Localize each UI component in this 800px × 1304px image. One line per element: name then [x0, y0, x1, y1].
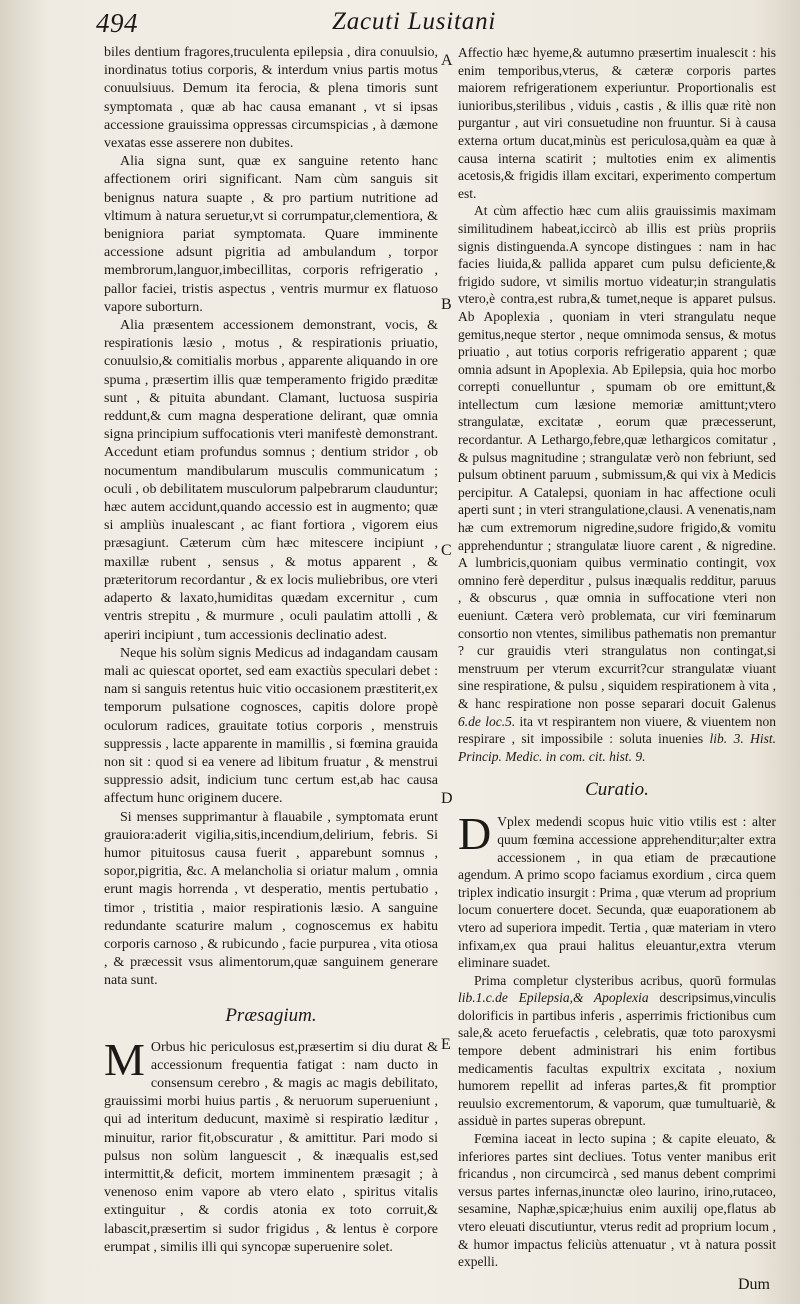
paragraph: Fœmina iaceat in lecto supina ; & capite eleuato, & inferiores partes sint decliues. Totus venter manibus erit fricandus , non circumcircà , sed manus debent comprimi versus partes infernas,inunctæ oleo laurino, irino,rutaceo, sesamine, Naphæ,spicæ;huius enim auxilij ope,flatus ab vtero eleuati discutiuntur, vterus redit ad proprium locum , & humor impactus feliciùs attenuatur , vt à natura possit expelli.	[458, 1131, 776, 1270]
margin-letter: A	[441, 52, 453, 69]
margin-letter: D	[441, 790, 453, 807]
section-heading-praesagium: Præsagium.	[225, 1004, 317, 1026]
right-column	[458, 44, 776, 1271]
left-column	[104, 44, 438, 1257]
page-number: 494	[96, 8, 138, 38]
margin-letter: E	[441, 1036, 451, 1053]
margin-letter: C	[441, 542, 452, 559]
catchword: Dum	[738, 1276, 770, 1293]
paragraph-text: Vplex medendi scopus huic vitio vtilis est : alter quum fœmina accessione apprehenditur;alter extra accessionem , in qua etiam de præcautione agendum. A primo scopo faciamus exordium , circa quem triplex indicatio insurgit : Prima , quæ vterum ad proprium locum conuertere docet. Secunda, quæ euaporationem ab vtero ad superiora impedit. Tertia , quæ materiam in vtero infixam,ex qua praui halitus eleuantur,extra vterum eliminare suadet.	[458, 814, 776, 971]
paragraph	[104, 1033, 438, 1257]
paragraph: Neque his solùm signis Medicus ad indagandam causam mali ac quiescat oportet, sed eam exactiùs speculari debet : nam si sanguis retentus huic vitio occasionem præstiterit,ex temporum pulsatione cognosces, capitis dolore propè oculorum radices, grauitate totius corporis , menstruis suppressis , lacte apparente in mamillis , si fœmina grauida non sit : quod si ea venere ad libitum fruatur , & menstrui suppressio adsit, indicium tunc certum est,ab hac causa affectum hunc originem ducere.	[104, 645, 438, 807]
paragraph: Affectio hæc hyeme,& autumno præsertim inualescit : his enim temporibus,vterus, & cæteræ corporis partes maiorem refrigerationem experiuntur. Proportionalis est iunioribus,sterilibus , viduis , castis , & illis quæ ritè non purgantur , aut viri consuetudine non fruuntur. Si à causa externa ortum ducat,minùs est periculosa,quàm ea quæ à causa interna scatirit ; multoties enim ex alimentis acetosis,& frigidis illam excitari, experimento compertum est.	[458, 45, 776, 201]
paragraph-text: Orbus hic periculosus est,præsertim si diu durat & accessionum frequentia fatigat : nam ducto in consensum cerebro , & magis ac magis debilitato, grauissimi morbi huius partis , & neruorum superueniunt , qui ad interitum deducunt, maximè si respiratio læditur , minuitur, rarior fit,obscuratur , & amittitur. Pari modo si pulsus non solùm languescit , & inæqualis est,sed intermittit,& deficit, mortem imminentem præsagit ; à venenoso enim vapore ab vtero elato , spiritus vitalis extinguitur , & cordis atonia ex toto corruit,& labascit,præsertim si sudor frigidus , & lentus è corpore erumpat , similis illi qui syncopæ superuenire solet.	[104, 1039, 438, 1255]
paragraph: Alia præsentem accessionem demonstrant, vocis, & respirationis læsio , motus , & respirationis priuatio, conuulsio,& comitialis morbus , apparente aliquando in ore spuma , præsertim illis quæ temperamento frigido præditæ sunt , & pituita abundant. Clamant, luctuosa suspiria reddunt,& cum magna desperatione delirant, quæ omnia signa principium suffocationis vteri manifestè demonstrant. Accedunt etiam profundus somnus ; dentium stridor , ob nocumentum mandibularum musculis communicatum ; oculi , ob debilitatem musculorum palpebrarum clauduntur; hæc autem accidunt,quando accessio est in augmento; quæ si ampliùs inualescant , ac fiant fortiora , vigorem eius præsagiunt. Cæterum cùm hæc mitescere incipiunt , maxillæ rubent , sensus , & motus apparent , & præteritorum recordantur , & ex locis muliebribus, ore vteri adaperto & laxato,humiditas quædam excernitur , cum ventris strepitu , & murmure , oculi paulatim attolli , & aperiri incipiunt , tum accessionis declinatio adest.	[104, 318, 438, 643]
paragraph: biles dentium fragores,truculenta epilepsia , dira conuulsio, inordinatus totius corporis, & interdum vnius partis motus conuulsiuus. Demum ita ferocia, & plena timoris sunt symptomata , quæ ab hac causa emanant , vt si ipsas accessione grauissima oppressas circumspicias , à dæmone vexatas esse asserere non dubites.	[104, 45, 438, 152]
drop-cap: D	[458, 808, 492, 860]
paragraph	[458, 202, 776, 765]
paragraph	[458, 972, 776, 1130]
paragraph-text: descripsimus,vinculis dolorificis in partibus inferis , asperrimis frictionibus cum sale,& aceto feruefactis , celebratis, quæ toto paroxysmi tempore debent administrari his enim fortibus medicamentis facultas expultrix excitata , noxium humorem repellit ad inferas partes,& fit promptior reuulsio excrementorum, & vaporum, quæ tumultuariè, & assiduè in partes superas obrepunt.	[458, 990, 776, 1129]
paragraph: Alia signa sunt, quæ ex sanguine retento hanc affectionem oriri significant. Nam cùm sanguis sit benignus natura suapte , & pro partium nutritione ad vltimum à natura seruetur,vt si corrumpatur,clementiora, & benigniora pariat symptomata. Quare imminente accessione adsunt pigritia ad ambulandum , torpor membrorum,languor,imbecillitas, corporis refrigeratio , pallor faciei, tristis aspectus , ventris murmur ex flatuoso vapore suborturn.	[104, 154, 438, 315]
paragraph-text: At cùm affectio hæc cum aliis grauissimis maximam similitudinem habeat,iccircò ab illis est priùs propriis signis distinguenda.A syncope distingues : nam in hac facies liuida,& pallida apparet cum pulsu deficiente,& frigido sudore, vt similis mortuo videatur;in strangulatis vtero,è contra,est rubra,& tumet,neque is apparet pulsus. Ab Apoplexia , quoniam in vteri strangulatu neque gemitus,neque stertor , neque omnimoda sensus, & motus priuatio , aut totius corporis refrigeratio apparent ; quæ omnia adsunt in Apoplexia. Ab Epilepsia, quia hoc morbo correpti conuelluntur , spumam ob ore emittunt,& intellectum cum læsione memoriæ amittunt;vtero strangulatæ, excitatæ , eorum quæ præcesserunt, recordantur. A Lethargo,febre,quæ lethargicos comitatur , & pulsus magnitudine ; strangulatæ verò non febriunt, sed pulsum obtinent paruum , submissum,& qui vix à Medicis percipitur. A Catalepsi, quoniam in hac affectione oculi aperti sunt ; in vteri strangulatione,clausi. A venenatis,nam hæ cum extremorum nigredine,sudore frigido,& vomitu apprehenduntur ; strangulatæ liuore carent , & nigredine. A lumbricis,quoniam quibus verminatio contingit, vox omnino ferè deperditur , pulsus inæqualis redditur, paruus , & obscurus , quæ omnia in suffocatione vteri non eueniunt. Cætera verò problemata, cur viri fœminarum consortio non vtentes, similibus pathematis non premantur ? cur grauidis vteri strangulatus non contingat,si menstruum per vterum excurrit?cur strangulatæ viuant sine respiratione, & pulsu , siquidem respirationem à vita , & hanc respiratione non posse separari docuit Galenus	[458, 203, 776, 711]
paragraph	[458, 808, 776, 971]
drop-cap: M	[104, 1033, 145, 1085]
citation: lib.1.c.de Epilepsia,& Apoplexia	[458, 990, 649, 1006]
citation: lib. 3. Hist. Princip. Medic. in com. cit. hist. 9.	[458, 731, 776, 764]
section-heading-curatio: Curatio.	[585, 779, 649, 801]
paragraph-text: Prima completur clysteribus acribus, quorū formulas	[474, 972, 776, 988]
running-title: Zacuti Lusitani	[332, 8, 497, 35]
paragraph-text: ita vt respirantem non viuere, & viuentem non respirare , sit impossibile : soluta inuenies	[458, 713, 776, 747]
citation: 6.de loc.5.	[458, 713, 516, 729]
margin-letter: B	[441, 296, 452, 313]
paragraph: Si menses supprimantur à flauabile , symptomata erunt grauiora:aderit vigilia,sitis,incendium,delirium, febris. Si humor pituitosus causa fuerit , apparebunt somnus , sopor,pigritia, &c. A melancholia si oriatur malum , omnia erunt magis horrenda , vt desperatio, mentis pertubatio , timor , tristitia , maior respirationis læsio. A sanguine redundante scaturire malum , cognoscemus ex habitu corporis carnoso , & rubicundo , facie purpurea , vita otiosa , & præcessit vsus alimentorum,quæ sanguinem generare nata sunt.	[104, 809, 438, 989]
page-header	[0, 4, 800, 44]
